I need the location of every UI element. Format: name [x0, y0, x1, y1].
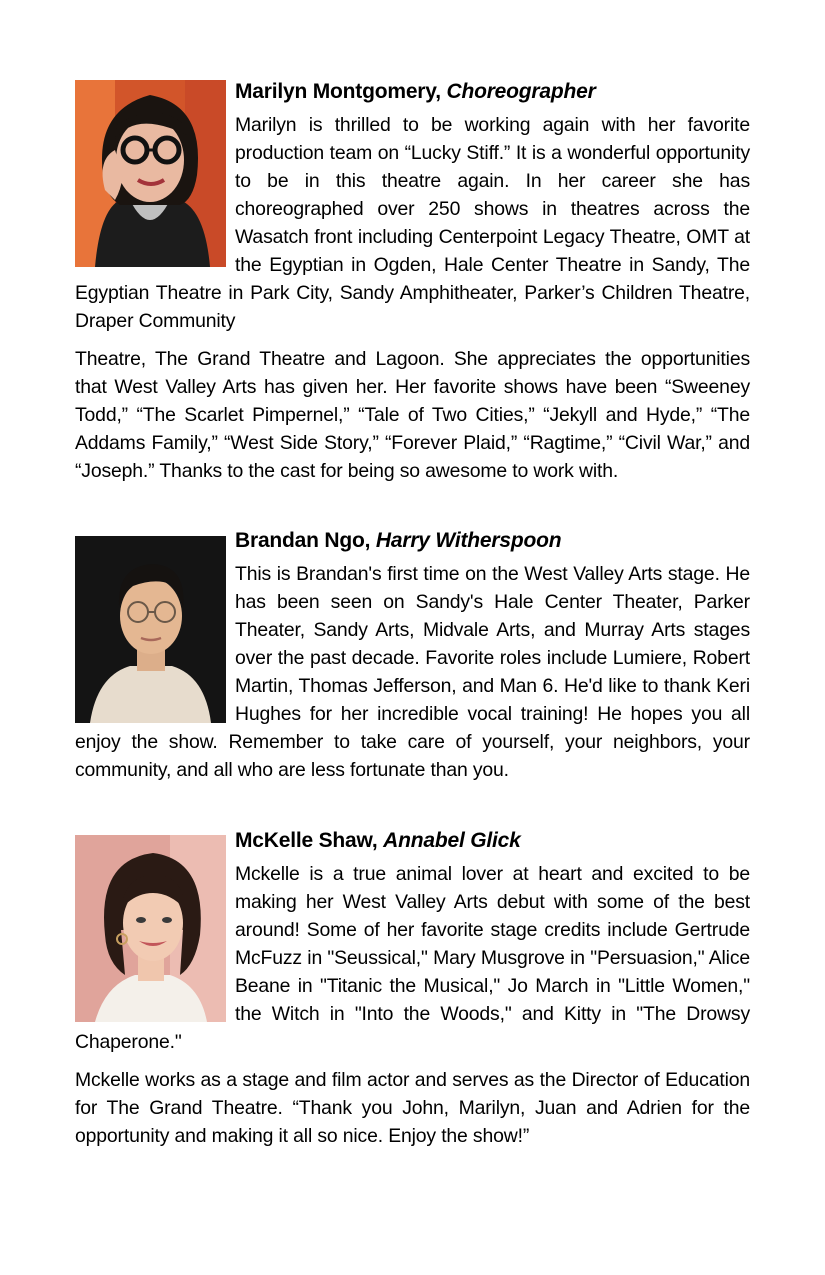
bio-brandan-ngo — [75, 529, 750, 784]
bio-paragraph: Marilyn is thrilled to be working again with her favorite production team on “Lucky Stiff.” It is a wonderful opportunity to be in this theatre again. In her career she has choreographed over 250 shows in theatres across the Wasatch front including Centerpoint Legacy Theatre, OMT at the Egyptian in Ogden, Hale Center Theatre in Sandy, The Egyptian Theatre in Park City, Sandy Amphitheater, Parker’s Children Theatre, Draper Community — [75, 114, 750, 332]
headshot-brandan-ngo — [75, 536, 226, 723]
performer-role: Annabel Glick — [383, 829, 521, 852]
performer-name: Marilyn Montgomery, — [235, 80, 441, 103]
bio-paragraph: This is Brandan's first time on the West Valley Arts stage. He has been seen on Sandy's Hale Center Theater, Parker Theater, Sandy Arts, Midvale Arts, and Murray Arts stages over the past decade. Favorite roles include Lumiere, Robert Martin, Thomas Jefferson, and Man 6. He'd like to thank Keri Hughes for her incredible vocal training! He hopes you all enjoy the show. Remember to take care of yourself, your neighbors, your community, and all who are less fortunate than you. — [75, 563, 750, 781]
performer-name: Brandan Ngo, — [235, 529, 371, 552]
performer-role: Choreographer — [446, 80, 596, 103]
performer-role: Harry Witherspoon — [375, 529, 562, 552]
bio-paragraph: Theatre, The Grand Theatre and Lagoon. She appreciates the opportunities that West Valley Arts has given her. Her favorite shows have been “Sweeney Todd,” “The Scarlet Pimpernel,” “Tale of Two Cities,” “Jekyll and Hyde,” “The Addams Family,” “West Side Story,” “Forever Plaid,” “Ragtime,” “Civil War,” and “Joseph.” Thanks to the cast for being so awesome to work with. — [75, 348, 750, 482]
bio-mckelle-shaw — [75, 829, 750, 1150]
bio-marilyn-montgomery — [75, 80, 750, 485]
performer-name: McKelle Shaw, — [235, 829, 378, 852]
bio-paragraph: Mckelle works as a stage and film actor and serves as the Director of Education for The Grand Theatre. “Thank you John, Marilyn, Juan and Adrien for the opportunity and making it all so nice. Enjoy the show!” — [75, 1069, 750, 1147]
headshot-mckelle-shaw — [75, 835, 226, 1022]
bio-paragraph: Mckelle is a true animal lover at heart and excited to be making her West Valley Arts debut with some of the best around! Some of her favorite stage credits include Gertrude McFuzz in "Seussical," Mary Musgrove in "Persuasion," Alice Beane in "Titanic the Musical," Jo March in "Little Women," the Witch in "Into the Woods," and Kitty in "The Drowsy Chaperone." — [75, 863, 750, 1053]
headshot-marilyn-montgomery — [75, 80, 226, 267]
